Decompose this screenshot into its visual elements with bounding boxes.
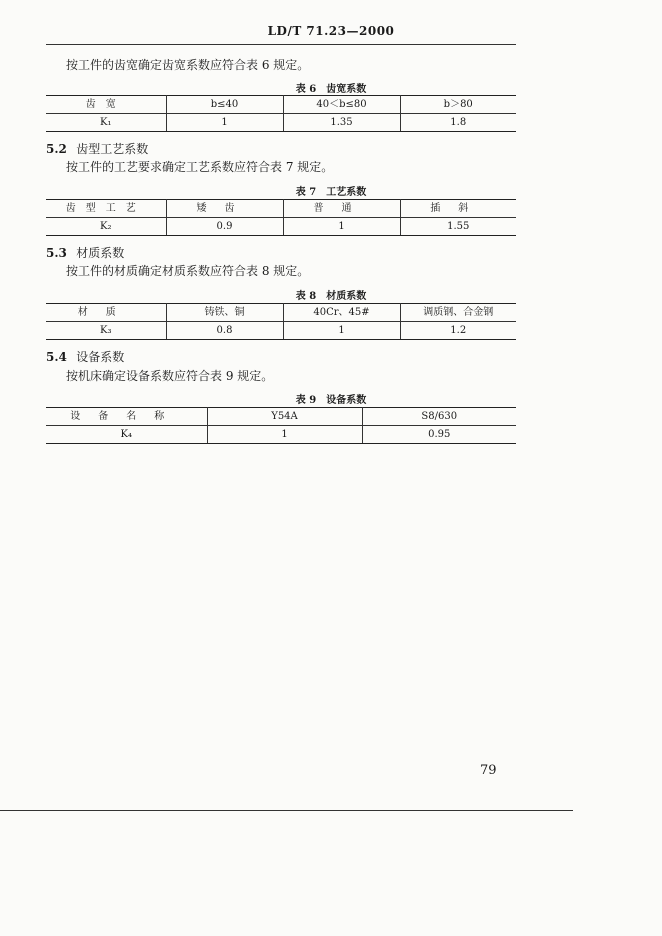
- table9-cell: 1: [207, 426, 362, 444]
- table8-header-cell: 铸铁、铜: [166, 304, 283, 322]
- table6-cell: 1.8: [400, 114, 516, 132]
- table6-header-cell: 齿宽: [46, 96, 166, 114]
- table6-cell: 1: [166, 114, 283, 132]
- section-5-4-heading: [46, 348, 124, 365]
- table7-cell: 0.9: [166, 218, 283, 236]
- table9-row: [46, 426, 516, 444]
- table7-cell: 1: [283, 218, 400, 236]
- section-5-3-text: 按工件的材质确定材质系数应符合表 8 规定。: [66, 264, 310, 278]
- section-number: 5.3: [46, 246, 67, 260]
- page-number: 79: [480, 763, 497, 778]
- section-title: 设备系数: [76, 350, 125, 364]
- table9: [46, 407, 516, 444]
- table8-cell: 1: [283, 322, 400, 340]
- table6-caption: 表 6 齿宽系数: [295, 84, 367, 95]
- table6-cell: K₁: [46, 114, 166, 132]
- table7-cell: 1.55: [400, 218, 516, 236]
- table8-cell: K₃: [46, 322, 166, 340]
- table6-header-cell: b≤40: [166, 96, 283, 114]
- table9-header-cell: 设备名称: [46, 408, 207, 426]
- section-title: 齿型工艺系数: [76, 142, 149, 156]
- table6-header-row: [46, 96, 516, 114]
- section-5-3-heading: [46, 244, 124, 261]
- table6-row: [46, 114, 516, 132]
- table7-row: [46, 218, 516, 236]
- table8: [46, 303, 516, 340]
- table7: [46, 199, 516, 236]
- table9-cell: K₄: [46, 426, 207, 444]
- table7-header-cell: 齿型工艺: [46, 200, 166, 218]
- section-5-2-text: 按工件的工艺要求确定工艺系数应符合表 7 规定。: [66, 160, 334, 174]
- table7-caption: 表 7 工艺系数: [295, 187, 367, 198]
- table8-header-cell: 40Cr、45#: [283, 304, 400, 322]
- table7-header-cell: 矮齿: [166, 200, 283, 218]
- document-code-header: LD/T 71.23—2000: [267, 24, 395, 38]
- table6-header-cell: b＞80: [400, 96, 516, 114]
- table9-cell: 0.95: [362, 426, 516, 444]
- table8-row: [46, 322, 516, 340]
- section-number: 5.4: [46, 350, 67, 364]
- table6-cell: 1.35: [283, 114, 400, 132]
- table8-header-cell: 材质: [46, 304, 166, 322]
- section-5-4-text: 按机床确定设备系数应符合表 9 规定。: [66, 369, 274, 383]
- table7-cell: K₂: [46, 218, 166, 236]
- table9-caption: 表 9 设备系数: [295, 395, 367, 406]
- section-5-2-heading: [46, 140, 148, 157]
- section-number: 5.2: [46, 142, 67, 156]
- table6-header-cell: 40＜b≤80: [283, 96, 400, 114]
- footer-rule: [0, 810, 573, 811]
- table8-caption: 表 8 材质系数: [295, 291, 367, 302]
- section-title: 材质系数: [76, 246, 125, 260]
- header-rule: [46, 44, 516, 45]
- table7-header-row: [46, 200, 516, 218]
- table8-header-cell: 调质钢、合金钢: [400, 304, 516, 322]
- table6: [46, 95, 516, 132]
- table7-header-cell: 普通: [283, 200, 400, 218]
- table9-header-cell: S8/630: [362, 408, 516, 426]
- table8-header-row: [46, 304, 516, 322]
- table9-header-row: [46, 408, 516, 426]
- intro-paragraph: 按工件的齿宽确定齿宽系数应符合表 6 规定。: [66, 58, 310, 72]
- table7-header-cell: 插斜: [400, 200, 516, 218]
- table9-header-cell: Y54A: [207, 408, 362, 426]
- table8-cell: 1.2: [400, 322, 516, 340]
- table8-cell: 0.8: [166, 322, 283, 340]
